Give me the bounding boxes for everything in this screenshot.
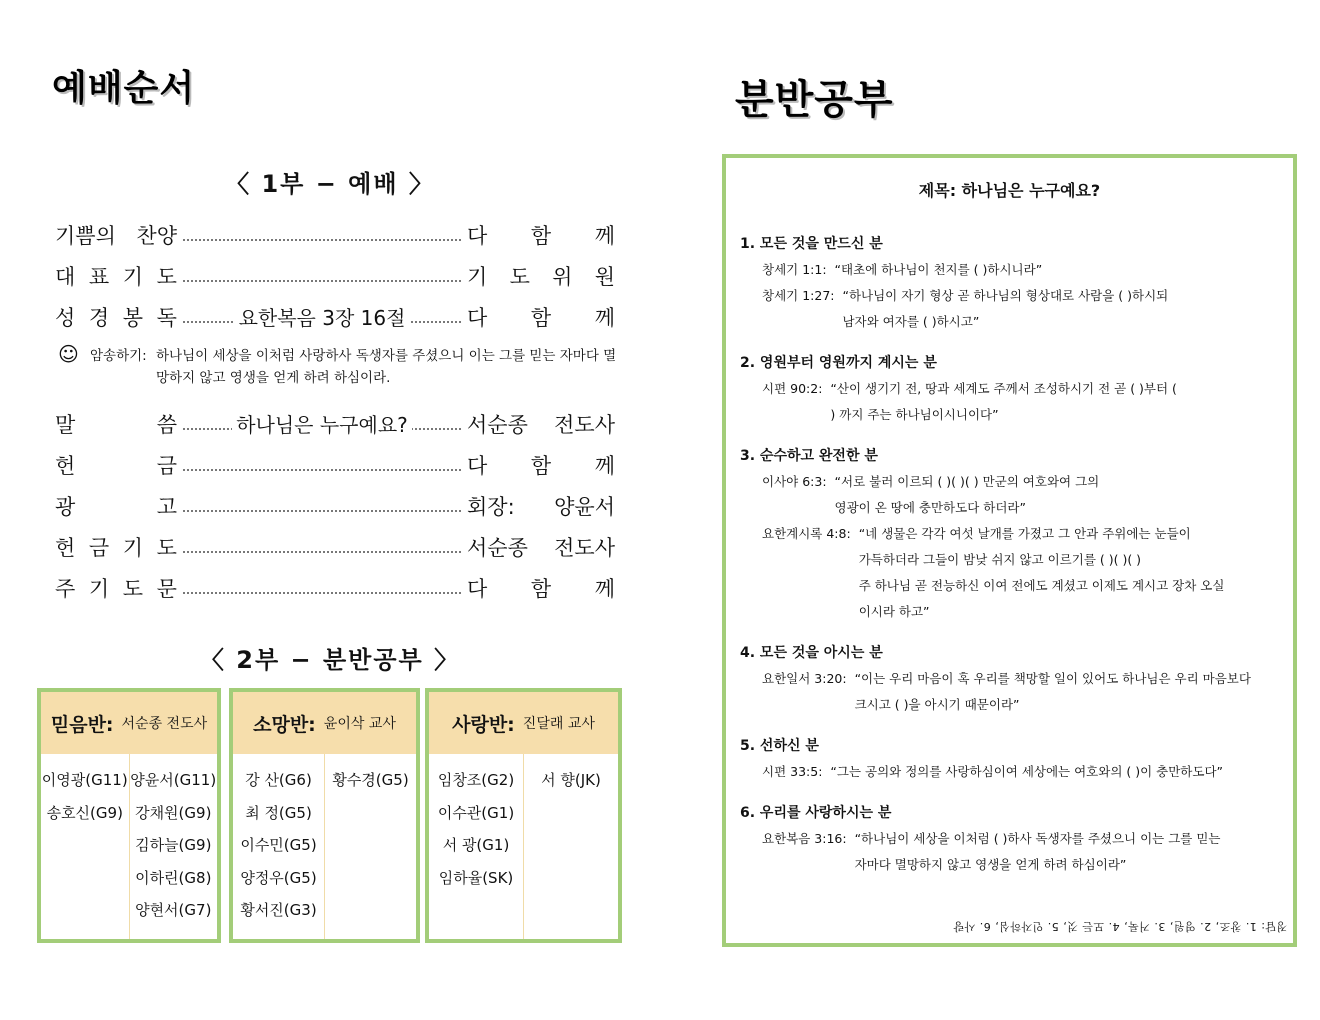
dotted-leader: [183, 296, 461, 337]
order-label-part: 기쁨의: [55, 223, 116, 248]
order-label-part: 말: [55, 412, 76, 437]
verse: [740, 521, 1285, 625]
order-person-part: 함: [530, 223, 552, 248]
order-label-part: 기: [122, 535, 144, 560]
study-item-title: 6. 우리를 사랑하시는 분: [740, 805, 892, 821]
order-person-part: 다: [467, 576, 488, 601]
order-label-part: 금: [88, 535, 110, 560]
worship-order-title: 예배순서: [52, 68, 196, 109]
student-name: 황수경(G5): [332, 771, 409, 789]
order-person-part: 기: [467, 264, 488, 289]
memory-verse-text: 하나님이 세상을 이처럼 사랑하사 독생자를 주셨으니 이는 그를 믿는 자마다 멸망하지 않고 영생을 얻게 하려 하심이라.: [156, 348, 617, 386]
student-name: 이수민(G5): [240, 836, 317, 854]
order-person-part: 다: [467, 453, 488, 478]
verse-text: [822, 376, 1285, 428]
order-label-part: 대: [55, 264, 76, 289]
order-person-part: 함: [530, 453, 552, 478]
verse-text: [834, 283, 1285, 335]
order-label: [55, 573, 177, 603]
class-teacher: 진달래 교사: [522, 716, 595, 732]
study-item: [740, 350, 1285, 428]
order-person-part: 원: [594, 264, 615, 289]
order-label-part: 찬양: [136, 223, 177, 248]
student-name: 서 광(G1): [442, 836, 510, 854]
order-person: [467, 532, 615, 562]
order-label: [55, 491, 177, 521]
verse-text: [847, 666, 1285, 718]
order-person-part: 전도사: [554, 412, 615, 437]
class-box-love: [425, 688, 622, 943]
verse-line: ) 까지 주는 하나님이시니이다”: [830, 407, 999, 422]
order-person: [467, 302, 615, 332]
memory-verse: [58, 342, 618, 389]
verse-text: [851, 521, 1285, 625]
order-label-part: 경: [88, 305, 110, 330]
order-person-part: 께: [594, 576, 615, 601]
class-teacher: 서순종 전도사: [121, 716, 208, 732]
verse-reference: 요한일서 3:20:: [762, 671, 847, 686]
verse-line: “서로 불러 이르되 ( )( )( ) 만군의 여호와여 그의: [834, 474, 1100, 489]
order-label-part: 고: [156, 494, 177, 519]
study-title: 제목: 하나님은 누구예요?: [918, 181, 1101, 200]
order-person-part: 양윤서: [554, 494, 615, 519]
order-label-part: 주: [55, 576, 76, 601]
student-name: 김하늘(G9): [135, 836, 212, 854]
worship-order-list-2: [55, 403, 615, 608]
verse-line: “이는 우리 마음이 혹 우리를 책망할 일이 있어도 하나님은 우리 마음보다: [854, 671, 1251, 686]
verse-reference: 요한계시록 4:8:: [762, 526, 851, 541]
study-item: [740, 800, 1285, 878]
verse-line: 영광이 온 땅에 충만하도다 하더라”: [834, 500, 1026, 515]
verse-line: 주 하나님 곧 전능하신 이여 전에도 계셨고 이제도 계시고 장차 오실: [858, 578, 1225, 593]
order-person-part: 께: [594, 453, 615, 478]
verse-line: “그는 공의와 정의를 사랑하심이여 세상에는 여호와의 ( )이 충만하도다”: [830, 764, 1223, 779]
student-name: 이하린(G8): [135, 868, 212, 887]
verse-reference: 시편 90:2:: [762, 381, 823, 396]
class-name: 사랑반:: [452, 713, 515, 736]
verse: [740, 826, 1285, 878]
verse-text: [827, 469, 1285, 521]
verse: [740, 283, 1285, 335]
class-header: [429, 692, 618, 754]
dotted-leader: [183, 214, 461, 255]
order-label: [55, 261, 177, 291]
order-person: [467, 409, 615, 439]
class-study-title: 분반공부: [735, 77, 894, 123]
student-name: 서 향(JK): [541, 771, 601, 789]
order-person: [467, 450, 615, 480]
study-item-title: 1. 모든 것을 만드신 분: [740, 236, 883, 252]
part2-heading: 〈 2부 − 분반공부 〉: [199, 646, 461, 674]
part1-heading: 〈 1부 − 예배 〉: [225, 170, 435, 198]
dotted-leader: [183, 255, 461, 296]
study-item-title: 3. 순수하고 완전한 분: [740, 448, 878, 464]
study-box: [722, 154, 1297, 947]
order-row: [55, 403, 615, 444]
verse: [740, 257, 1285, 283]
study-item: [740, 443, 1285, 625]
student-name: 강 산(G6): [245, 771, 312, 789]
verse-line: 남자와 여자를 ( )하시고”: [842, 314, 980, 329]
class-roster: [429, 754, 618, 939]
order-person-part: 함: [530, 305, 552, 330]
order-person-part: 께: [594, 305, 615, 330]
verse-line: “하나님이 자기 형상 곧 하나님의 형상대로 사람을 ( )하시되: [842, 288, 1169, 303]
verse-reference: 이사야 6:3:: [762, 474, 827, 489]
verse-reference: 요한복음 3:16:: [762, 831, 847, 846]
verse-line: “네 생물은 각각 여섯 날개를 가졌고 그 안과 주위에는 눈들이: [858, 526, 1191, 541]
order-person: [467, 491, 615, 521]
student-name: 양현서(G7): [135, 901, 212, 919]
class-name: 믿음반:: [50, 713, 114, 736]
order-label-part: 독: [156, 305, 177, 330]
worship-order-list: [55, 214, 615, 337]
study-item-title: 4. 모든 것을 아시는 분: [740, 645, 883, 661]
order-row: [55, 296, 615, 337]
class-roster: [41, 754, 217, 939]
roster-column: [129, 754, 218, 939]
order-label-part: 표: [88, 264, 110, 289]
class-header: [233, 692, 416, 754]
flipped-answer-note: 정답: 1. 창조, 2. 영원, 3. 거룩, 4. 모든 것, 5. 인자하심, 6. 사랑: [952, 920, 1287, 933]
order-person-part: 전도사: [554, 535, 615, 560]
roster-column: [429, 754, 523, 939]
verse-line: “산이 생기기 전, 땅과 세계도 주께서 조성하시기 전 곧 ( )부터 (: [830, 381, 1177, 396]
order-detail: 하나님은 누구예요?: [232, 409, 412, 438]
class-name: 소망반:: [253, 713, 316, 736]
order-label-part: 성: [55, 305, 76, 330]
verse-line: “하나님이 세상을 이처럼 ( )하사 독생자를 주셨으니 이는 그를 믿는: [854, 831, 1221, 846]
roster-column: [523, 754, 618, 939]
dotted-leader: [183, 403, 461, 444]
order-person-part: 회장:: [467, 494, 515, 519]
verse-text: [827, 257, 1285, 283]
study-item: [740, 640, 1285, 718]
order-label-part: 도: [156, 264, 177, 289]
student-name: 최 정(G5): [245, 803, 312, 822]
order-label-part: 금: [156, 453, 177, 478]
order-label-part: 봉: [122, 305, 144, 330]
order-person-part: 서순종: [467, 535, 528, 560]
verse-reference: 창세기 1:27:: [762, 288, 835, 303]
student-name: 이영광(G11): [41, 771, 128, 789]
order-label: [55, 532, 177, 562]
student-name: 송호신(G9): [46, 803, 123, 822]
order-label: [55, 450, 177, 480]
study-item-title: 2. 영원부터 영원까지 계시는 분: [740, 355, 937, 371]
order-row: [55, 485, 615, 526]
roster-column: [233, 754, 324, 939]
dotted-leader: [183, 567, 461, 608]
student-name: 이수관(G1): [437, 803, 515, 822]
study-item: [740, 733, 1285, 785]
verse: [740, 759, 1285, 785]
order-person-part: 함: [530, 576, 552, 601]
order-person-part: 께: [594, 223, 615, 248]
class-header: [41, 692, 217, 754]
order-label-part: 문: [156, 576, 177, 601]
dotted-leader: [183, 444, 461, 485]
roster-column: [41, 754, 129, 939]
student-name: 임창조(G2): [437, 771, 515, 789]
verse-line: 크시고 ( )을 아시기 때문이라”: [854, 697, 1020, 712]
student-name: 강채원(G9): [135, 803, 212, 822]
order-person-part: 다: [467, 305, 488, 330]
order-label-part: 도: [156, 535, 177, 560]
student-name: 양윤서(G11): [130, 771, 217, 789]
dotted-leader: [183, 526, 461, 567]
verse: [740, 376, 1285, 428]
order-person-part: 위: [552, 264, 573, 289]
order-person: [467, 261, 615, 291]
study-item: [740, 231, 1285, 335]
class-roster: [233, 754, 416, 939]
verse-reference: 창세기 1:1:: [762, 262, 827, 277]
student-name: 양정우(G5): [240, 868, 317, 887]
student-name: 임하율(SK): [438, 868, 514, 887]
order-person-part: 도: [509, 264, 530, 289]
order-label-part: 기: [122, 264, 144, 289]
order-row: [55, 255, 615, 296]
class-box-faith: [37, 688, 221, 943]
order-label-part: 광: [55, 494, 76, 519]
dotted-leader: [183, 485, 461, 526]
verse-text: [822, 759, 1285, 785]
order-label-part: 도: [122, 576, 144, 601]
order-person-part: 다: [467, 223, 488, 248]
study-items: [740, 231, 1285, 893]
verse-line: “태초에 하나님이 천지를 ( )하시니라”: [834, 262, 1043, 277]
roster-column: [324, 754, 416, 939]
order-row: [55, 567, 615, 608]
verse-line: 가득하더라 그들이 밤낮 쉬지 않고 이르기를 ( )( )( ): [858, 552, 1142, 567]
verse-reference: 시편 33:5:: [762, 764, 823, 779]
class-teacher: 윤이삭 교사: [323, 716, 396, 732]
order-person: [467, 220, 615, 250]
order-label-part: 헌: [55, 535, 76, 560]
student-name: 황서진(G3): [240, 901, 317, 919]
order-label-part: 기: [88, 576, 110, 601]
order-label-part: 헌: [55, 453, 76, 478]
order-row: [55, 214, 615, 255]
verse: [740, 469, 1285, 521]
order-detail: 요한복음 3장 16절: [235, 302, 410, 331]
verse: [740, 666, 1285, 718]
order-person-part: 서순종: [467, 412, 528, 437]
verse-text: [847, 826, 1285, 878]
class-box-hope: [229, 688, 420, 943]
order-label: [55, 302, 177, 332]
order-label: [55, 220, 177, 250]
order-label: [55, 409, 177, 439]
order-label-part: 씀: [156, 412, 177, 437]
verse-line: 이시라 하고”: [858, 604, 930, 619]
smiley-icon: ☺: [58, 342, 79, 366]
study-item-title: 5. 선하신 분: [740, 738, 819, 754]
verse-line: 자마다 멸망하지 않고 영생을 얻게 하려 하심이라”: [854, 857, 1127, 872]
memory-verse-label: 암송하기:: [90, 348, 147, 364]
order-row: [55, 526, 615, 567]
order-row: [55, 444, 615, 485]
order-person: [467, 573, 615, 603]
